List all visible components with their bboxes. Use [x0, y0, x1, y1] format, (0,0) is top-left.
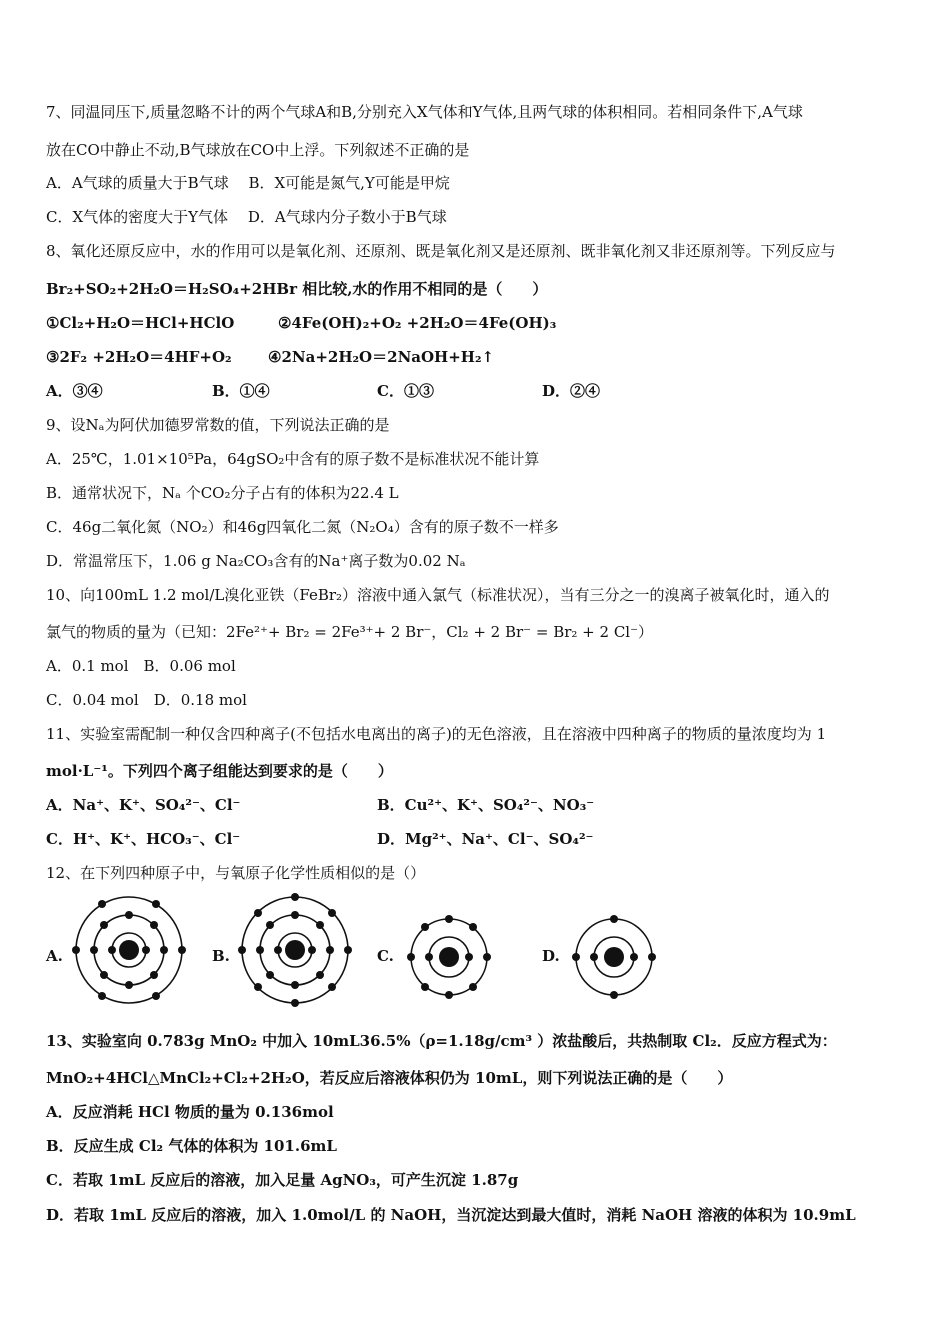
q11-option-a: A．Na⁺、K⁺、SO₄²⁻、Cl⁻ — [46, 796, 241, 814]
q13-stem-line2: MnO₂+4HCl△MnCl₂+Cl₂+2H₂O，若反应后溶液体积仍为 10mL，则下列说法正确的是（ ） — [46, 1069, 733, 1087]
q8-reaction-3: ③2F₂ +2H₂O＝4HF+O₂ — [46, 348, 232, 366]
q9-option-b: B．通常状况下，Nₐ 个CO₂分子占有的体积为22.4 L — [46, 484, 399, 502]
q9-stem: 9、设Nₐ为阿伏加德罗常数的值，下列说法正确的是 — [46, 416, 390, 434]
q7-options-cd: C．X气体的密度大于Y气体 D．A气球内分子数小于B气球 — [46, 208, 447, 226]
q11-stem-line1: 11、实验室需配制一种仅含四种离子(不包括水电离出的离子)的无色溶液，且在溶液中四种离子的物质的量浓度均为 1 — [46, 725, 827, 743]
q12-stem: 12、在下列四种原子中，与氧原子化学性质相似的是（） — [46, 864, 426, 882]
atom-diagram-a — [72, 893, 186, 1007]
q11-option-c: C．H⁺、K⁺、HCO₃⁻、Cl⁻ — [46, 830, 241, 848]
q8-reaction-4: ④2Na+2H₂O＝2NaOH+H₂↑ — [268, 348, 495, 366]
q8-option-d: D．②④ — [542, 382, 601, 400]
q7-options-ab: A．A气球的质量大于B气球 B．X可能是氮气,Y可能是甲烷 — [46, 174, 450, 192]
q11-stem-line2: mol·L⁻¹。下列四个离子组能达到要求的是（ ） — [46, 762, 393, 780]
q9-option-d: D．常温常压下，1.06 g Na₂CO₃含有的Na⁺离子数为0.02 Nₐ — [46, 552, 466, 570]
q13-option-b: B．反应生成 Cl₂ 气体的体积为 101.6mL — [46, 1137, 337, 1155]
q13-option-d: D．若取 1mL 反应后的溶液，加入 1.0mol/L 的 NaOH，当沉淀达到最大值时，消耗 NaOH 溶液的体积为 10.9mL — [46, 1206, 856, 1224]
q11-option-b: B．Cu²⁺、K⁺、SO₄²⁻、NO₃⁻ — [377, 796, 595, 814]
q8-option-c: C．①③ — [377, 382, 434, 400]
q8-option-b: B．①④ — [212, 382, 270, 400]
q11-option-d: D．Mg²⁺、Na⁺、Cl⁻、SO₄²⁻ — [377, 830, 594, 848]
q8-reaction-1: ①Cl₂+H₂O＝HCl+HClO — [46, 314, 235, 332]
q12-label-c: C. — [377, 947, 394, 965]
q10-stem-line1: 10、向100mL 1.2 mol/L溴化亚铁（FeBr₂）溶液中通入氯气（标准状况），当有三分之一的溴离子被氧化时，通入的 — [46, 586, 830, 604]
q13-option-a: A．反应消耗 HCl 物质的量为 0.136mol — [46, 1103, 334, 1121]
q12-label-b: B. — [212, 947, 230, 965]
q13-stem-line1: 13、实验室向 0.783g MnO₂ 中加入 10mL36.5%（ρ=1.18g/cm³ ）浓盐酸后，共热制取 Cl₂．反应方程式为： — [46, 1032, 837, 1050]
q9-option-a: A．25℃，1.01×10⁵Pa，64gSO₂中含有的原子数不是标准状况不能计算 — [46, 450, 540, 468]
q10-stem-line2: 氯气的物质的量为（已知：2Fe²⁺+ Br₂ = 2Fe³⁺+ 2 Br⁻，Cl₂ + 2 Br⁻ = Br₂ + 2 Cl⁻） — [46, 623, 654, 641]
q7-stem-line2: 放在CO中静止不动,B气球放在CO中上浮。下列叙述不正确的是 — [46, 141, 470, 159]
q8-stem-line2: Br₂+SO₂+2H₂O＝H₂SO₄+2HBr 相比较,水的作用不相同的是（ ） — [46, 280, 548, 298]
q8-option-a: A．③④ — [46, 382, 103, 400]
q9-option-c: C．46g二氧化氮（NO₂）和46g四氧化二氮（N₂O₄）含有的原子数不一样多 — [46, 518, 559, 536]
atom-diagram-d — [568, 911, 660, 1003]
q10-options-ab: A．0.1 mol B．0.06 mol — [46, 657, 236, 675]
atom-diagram-b — [238, 893, 352, 1007]
q10-options-cd: C．0.04 mol D．0.18 mol — [46, 691, 247, 709]
q12-label-d: D. — [542, 947, 560, 965]
q8-reaction-2: ②4Fe(OH)₂+O₂ +2H₂O＝4Fe(OH)₃ — [278, 314, 557, 332]
q8-stem-line1: 8、氧化还原反应中，水的作用可以是氧化剂、还原剂、既是氧化剂又是还原剂、既非氧化剂又非还原剂等。下列反应与 — [46, 242, 836, 260]
q13-option-c: C．若取 1mL 反应后的溶液，加入足量 AgNO₃，可产生沉淀 1.87g — [46, 1171, 519, 1189]
q7-stem-line1: 7、同温同压下,质量忽略不计的两个气球A和B,分别充入X气体和Y气体,且两气球的体积相同。若相同条件下,A气球 — [46, 103, 803, 121]
q12-label-a: A. — [46, 947, 63, 965]
atom-diagram-c — [403, 911, 495, 1003]
